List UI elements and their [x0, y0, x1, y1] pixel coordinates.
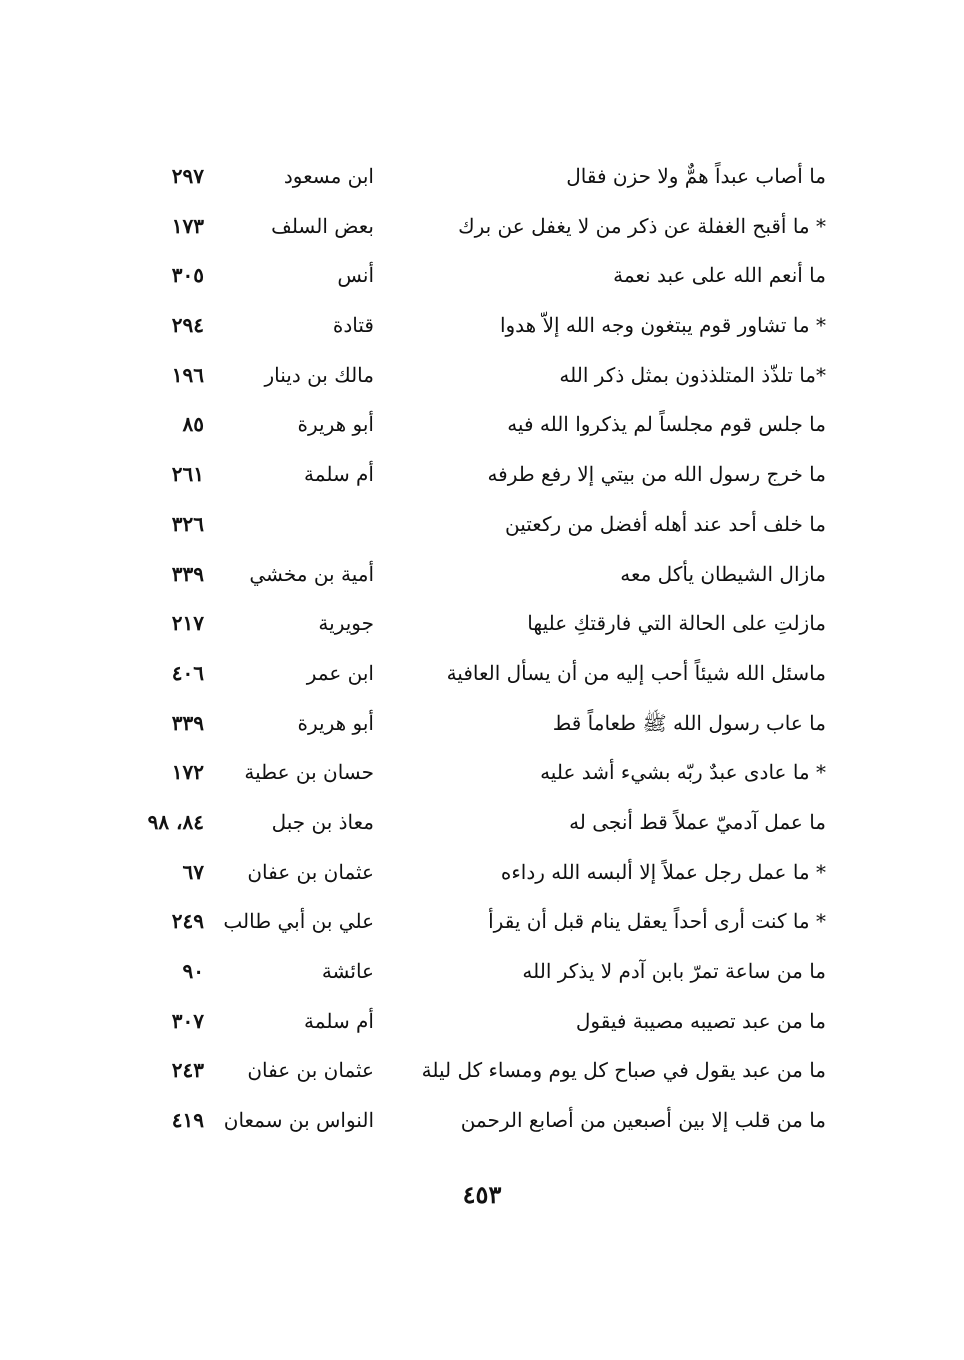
hadith-text: ما عاب رسول الله ﷺ طعاماً قط: [552, 710, 826, 735]
page-reference: ٢٩٤: [171, 313, 204, 338]
narrator-name: أمية بن مخشي: [249, 561, 374, 586]
page-reference: ٨٤، ٩٨: [147, 809, 204, 834]
narrator-name: أنس: [337, 263, 374, 288]
index-row: [0, 301, 964, 351]
index-row: [0, 152, 964, 202]
narrator-name: عثمان بن عفان: [247, 1058, 374, 1083]
narrator-name: عثمان بن عفان: [247, 859, 374, 884]
index-row: [0, 550, 964, 600]
index-row: [0, 848, 964, 898]
narrator-name: قتادة: [332, 313, 374, 338]
index-row: [0, 897, 964, 947]
narrator-name: معاذ بن جبل: [271, 809, 374, 834]
hadith-text: ما من قلب إلا بين أصبعين من أصابع الرحمن: [460, 1108, 826, 1133]
index-row: [0, 997, 964, 1047]
narrator-name: أبو هريرة: [297, 710, 374, 735]
hadith-text: مازلتِ على الحالة التي فارقتكِ عليها: [527, 611, 826, 636]
page-reference: ٢٤٣: [171, 1058, 204, 1083]
index-row: [0, 500, 964, 550]
hadith-text: *ما تلذّذ المتلذذون بمثل ذكر الله: [559, 362, 826, 387]
hadith-text: ما أصاب عبداً همٌّ ولا حزن فقال: [566, 164, 826, 188]
page-reference: ٩٠: [182, 959, 204, 983]
page-reference: ٣٣٩: [171, 710, 204, 735]
index-row: [0, 1096, 964, 1146]
hadith-text: ما أنعم الله على عبد نعمة: [613, 263, 826, 288]
index-row: [0, 599, 964, 649]
page-reference: ٣٠٥: [171, 263, 204, 288]
narrator-name: مالك بن دينار: [264, 362, 374, 387]
hadith-text: ما عمل آدميّ عملاً قط أنجى له: [569, 809, 826, 834]
index-row: [0, 251, 964, 301]
index-row: [0, 649, 964, 699]
hadith-index-list: [0, 152, 964, 1146]
index-row: [0, 798, 964, 848]
hadith-text: مازال الشيطان يأكل معه: [620, 561, 826, 586]
index-row: [0, 748, 964, 798]
narrator-name: عائشة: [321, 959, 374, 983]
narrator-name: ابن مسعود: [283, 164, 374, 188]
page-reference: ٨٥: [182, 412, 204, 437]
page-reference: ٣٠٧: [171, 1008, 204, 1033]
hadith-text: * ما عادى عبدٌ ربّه بشيء أشد عليه: [540, 760, 826, 785]
page-reference: ٢٩٧: [171, 164, 204, 188]
narrator-name: أم سلمة: [304, 462, 374, 487]
hadith-text: ماسئل الله شيئاً أحب إليه من أن يسأل العافية: [446, 660, 826, 685]
page-reference: ٢٦١: [171, 462, 204, 487]
index-row: [0, 202, 964, 252]
narrator-name: علي بن أبي طالب: [223, 909, 374, 934]
narrator-name: أبو هريرة: [297, 412, 374, 437]
index-row: [0, 400, 964, 450]
page-reference: ٤١٩: [171, 1108, 204, 1133]
page-reference: ٣٣٩: [171, 561, 204, 586]
hadith-text: * ما أقبح الغفلة عن ذكر من لا يغفل عن برك: [458, 213, 826, 238]
index-row: [0, 947, 964, 997]
hadith-text: ما من ساعة تمرّ بابن آدم لا يذكر الله: [522, 959, 826, 983]
page-reference: ٢١٧: [171, 611, 204, 636]
narrator-name: ابن عمر: [306, 660, 374, 685]
page-reference: ١٩٦: [171, 362, 204, 387]
hadith-text: ما خرج رسول الله من بيتي إلا رفع طرفه: [487, 462, 826, 487]
index-row: [0, 450, 964, 500]
hadith-text: ما من عبد يقول في صباح كل يوم ومساء كل ليلة: [421, 1058, 826, 1083]
narrator-name: جويرية: [318, 611, 374, 636]
index-row: [0, 351, 964, 401]
page-number: ٤٥٣: [462, 1180, 502, 1209]
narrator-name: أم سلمة: [304, 1008, 374, 1033]
hadith-text: * ما عمل رجل عملاً إلا ألبسه الله رداءه: [500, 859, 826, 884]
index-row: [0, 699, 964, 749]
index-row: [0, 1046, 964, 1096]
narrator-name: النواس بن سمعان: [223, 1108, 374, 1133]
hadith-text: ما من عبد تصيبه مصيبة فيقول: [575, 1008, 826, 1033]
page-reference: ٤٠٦: [171, 660, 204, 685]
page-reference: ١٧٢: [171, 760, 204, 785]
page-reference: ٦٧: [182, 859, 204, 884]
page-reference: ٣٢٦: [171, 511, 204, 536]
hadith-text: ما جلس قوم مجلساً لم يذكروا الله فيه: [507, 412, 826, 437]
page-reference: ٢٤٩: [171, 909, 204, 934]
page-reference: ١٧٣: [171, 213, 204, 238]
hadith-text: ما خلف أحد عند أهله أفضل من ركعتين: [505, 511, 826, 536]
narrator-name: بعض السلف: [271, 213, 374, 238]
narrator-name: حسان بن عطية: [244, 760, 374, 785]
hadith-text: * ما تشاور قوم يبتغون وجه الله إلاّ هدوا: [499, 313, 826, 338]
hadith-text: * ما كنت أرى أحداً يعقل ينام قبل أن يقرأ: [488, 909, 826, 934]
